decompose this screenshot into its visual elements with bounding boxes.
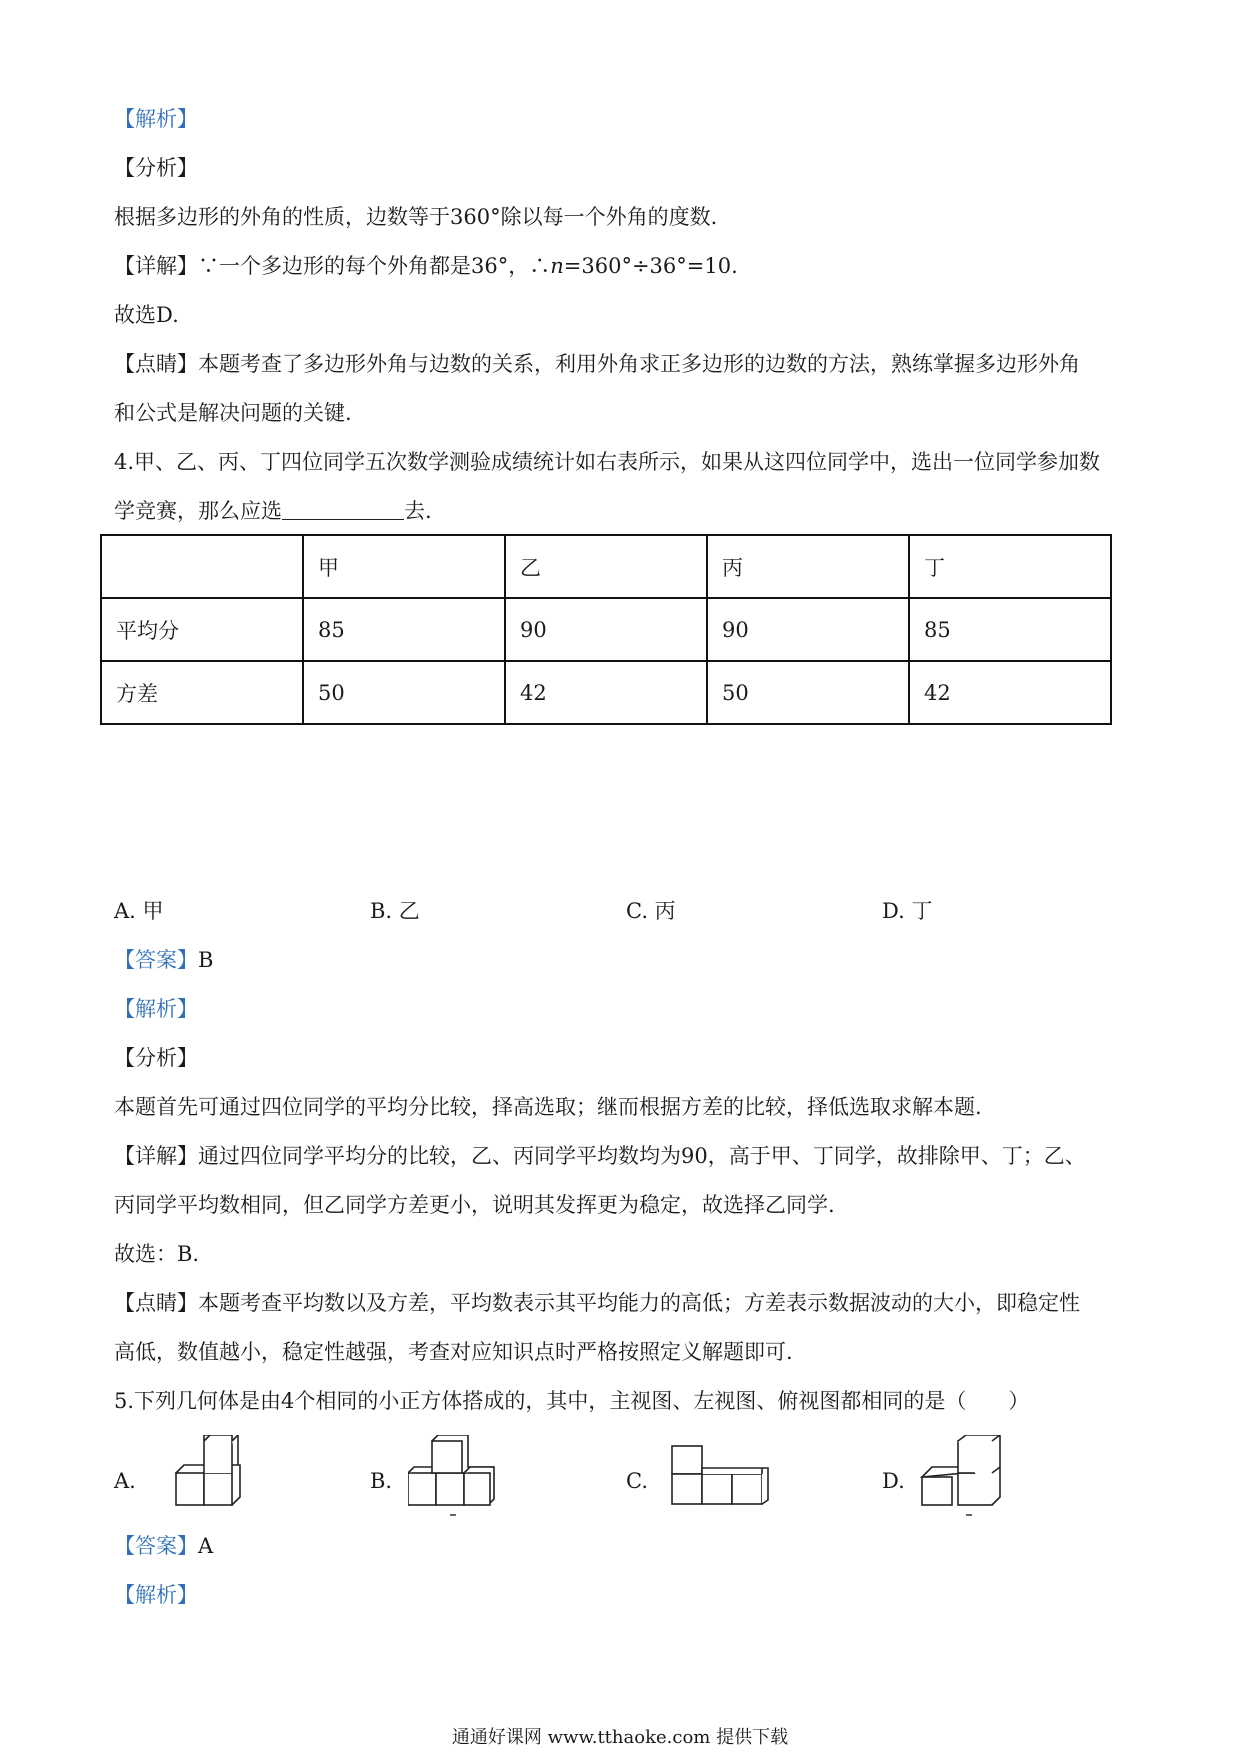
q3-comment-line2: 和公式是解决问题的关键.: [114, 401, 352, 425]
q4-option-b: B. 乙: [370, 899, 420, 923]
q4-detail-line2: 丙同学平均数相同，但乙同学方差更小，说明其发挥更为稳定，故选择乙同学.: [114, 1193, 835, 1217]
q4-analysis: 本题首先可通过四位同学的平均分比较，择高选取；继而根据方差的比较，择低选取求解本题.: [114, 1095, 982, 1119]
q3-detail-tag: 【详解】: [114, 254, 198, 278]
q5-option-a-label: A.: [114, 1469, 136, 1493]
q5-jiexi-heading: 【解析】: [114, 1583, 198, 1607]
q4-stem-line2: [114, 496, 432, 526]
answer-blank: [282, 499, 404, 520]
q4-jiexi-heading: 【解析】: [114, 997, 198, 1021]
q5-option-c-label: C.: [626, 1469, 648, 1493]
q3-detail: [114, 251, 738, 281]
q4-comment-line2: 高低，数值越小，稳定性越强，考查对应知识点时严格按照定义解题即可.: [114, 1340, 793, 1364]
table-cell: 乙: [505, 535, 707, 598]
q4-option-d: D. 丁: [882, 899, 933, 923]
table-cell: 85: [303, 598, 505, 661]
table-cell: 85: [909, 598, 1111, 661]
table-cell: 丙: [707, 535, 909, 598]
table-cell: [101, 535, 303, 598]
q3-jiexi-heading: 【解析】: [114, 107, 198, 131]
q4-stem-pre: 学竞赛，那么应选: [114, 499, 282, 523]
table-cell: 90: [707, 598, 909, 661]
q4-option-c: C. 丙: [626, 899, 676, 923]
cube-figure-d: [914, 1435, 1006, 1517]
q4-answer: [114, 945, 213, 975]
q3-choice: 故选D.: [114, 303, 179, 327]
q4-comment-line1: 【点睛】本题考查平均数以及方差，平均数表示其平均能力的高低；方差表示数据波动的大小，即稳定性: [114, 1291, 1080, 1315]
table-row: [101, 661, 1111, 724]
q5-answer-tag: 【答案】: [114, 1534, 198, 1558]
q4-fenxi-heading: 【分析】: [114, 1046, 198, 1070]
q5-answer-value: A: [198, 1534, 214, 1558]
table-cell: 90: [505, 598, 707, 661]
q3-detail-pre: ∵一个多边形的每个外角都是36°，∴: [198, 254, 551, 278]
q3-fenxi-heading: 【分析】: [114, 156, 198, 180]
cube-figure-a: [160, 1435, 242, 1515]
q5-option-b-label: B.: [370, 1469, 393, 1493]
score-table: [100, 534, 1112, 725]
q3-detail-n: n: [550, 254, 564, 278]
table-cell: 方差: [101, 661, 303, 724]
q3-detail-post: =360°÷36°=10.: [563, 254, 738, 278]
q5-option-d-label: D.: [882, 1469, 905, 1493]
q3-comment-line1: 【点睛】本题考查了多边形外角与边数的关系，利用外角求正多边形的边数的方法，熟练掌握多边形外角: [114, 352, 1080, 376]
cube-figure-b: [408, 1435, 498, 1517]
q5-answer: [114, 1531, 213, 1561]
table-row: [101, 598, 1111, 661]
q3-analysis: 根据多边形的外角的性质，边数等于360°除以每一个外角的度数.: [114, 205, 718, 229]
table-cell: 50: [303, 661, 505, 724]
q4-stem-line1: 4.甲、乙、丙、丁四位同学五次数学测验成绩统计如右表所示，如果从这四位同学中，选出一位同学参加数: [114, 450, 1101, 474]
q4-answer-value: B: [198, 948, 214, 972]
table-cell: 丁: [909, 535, 1111, 598]
table-cell: 42: [505, 661, 707, 724]
q4-option-a: A. 甲: [114, 899, 164, 923]
q5-stem: 5.下列几何体是由4个相同的小正方体搭成的，其中，主视图、左视图、俯视图都相同的是（ ）: [114, 1389, 1030, 1413]
table-cell: 平均分: [101, 598, 303, 661]
q4-detail-line1: 【详解】通过四位同学平均分的比较，乙、丙同学平均数均为90，高于甲、丁同学，故排除甲、丁；乙、: [114, 1144, 1086, 1168]
q4-choice: 故选：B.: [114, 1242, 200, 1266]
table-cell: 甲: [303, 535, 505, 598]
q4-answer-tag: 【答案】: [114, 948, 198, 972]
table-row: [101, 535, 1111, 598]
cube-figure-c: [666, 1444, 776, 1506]
table-cell: 42: [909, 661, 1111, 724]
table-cell: 50: [707, 661, 909, 724]
q4-stem-post: 去.: [404, 499, 432, 523]
page-footer: 通通好课网 www.tthaoke.com 提供下载: [451, 1727, 789, 1748]
